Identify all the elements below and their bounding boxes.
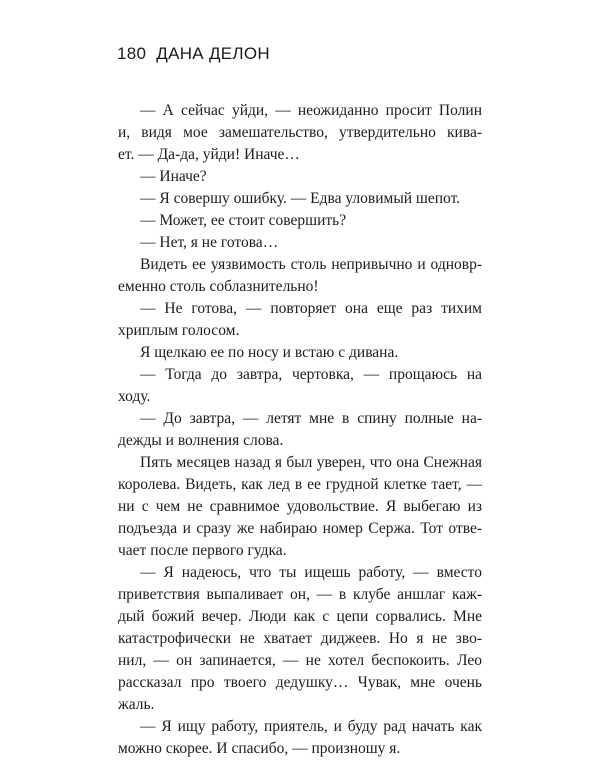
text-line: — Может, ее стоит совершить? xyxy=(140,212,347,229)
text-line: дый божий вечер. Люди как с цепи сорвались. Мне xyxy=(118,608,482,625)
text-line: Видеть ее уязвимость столь непривычно и одновр- xyxy=(140,256,482,273)
running-head xyxy=(117,44,270,64)
text-line: — Не готова, — повторяет она еще раз тихим xyxy=(140,300,482,317)
text-line: нил, — он запинается, — не хотел беспокоить. Лео xyxy=(118,652,482,669)
text-line: — А сейчас уйди, — неожиданно просит Полин xyxy=(140,102,482,119)
text-line: чает после первого гудка. xyxy=(118,542,287,559)
text-line: — Иначе? xyxy=(140,168,207,185)
text-line: Пять месяцев назад я был уверен, что она Снежная xyxy=(140,454,482,471)
text-line: — Я надеюсь, что ты ищешь работу, — вместо xyxy=(140,564,482,581)
text-line: — До завтра, — летят мне в спину полные на- xyxy=(140,410,482,427)
text-line: ходу. xyxy=(118,388,151,405)
text-line: приветствия выпаливает он, — в клубе аншлаг каж- xyxy=(118,586,482,603)
body-text xyxy=(118,100,482,760)
text-line: катастрофически не хватает диджеев. Но я не зво- xyxy=(118,630,482,647)
text-line: — Я совершу ошибку. — Едва уловимый шепот. xyxy=(140,190,461,207)
page-number: 180 xyxy=(117,44,147,63)
text-line: ни с чем не сравнимое удовольствие. Я выбегаю из xyxy=(118,498,482,515)
text-line: — Я ищу работу, приятель, и буду рад начать как xyxy=(140,718,482,735)
author-name: ДАНА ДЕЛОН xyxy=(156,44,270,63)
text-line: хриплым голосом. xyxy=(118,322,240,339)
text-line: еменно столь соблазнительно! xyxy=(118,278,319,295)
text-line: рассказал про твоего дедушку… Чувак, мне очень xyxy=(118,674,482,691)
text-line: ет. — Да-да, уйди! Иначе… xyxy=(118,146,300,163)
text-line: Я щелкаю ее по носу и встаю с дивана. xyxy=(140,344,399,361)
text-line: жаль. xyxy=(118,696,155,713)
text-line: и, видя мое замешательство, утвердительно кива- xyxy=(118,124,482,141)
text-line: подъезда и сразу же набираю номер Сержа. Тот отве- xyxy=(118,520,482,537)
text-line: — Нет, я не готова… xyxy=(140,234,279,251)
text-line: можно скорее. И спасибо, — произношу я. xyxy=(118,740,401,757)
text-line: дежды и волнения слова. xyxy=(118,432,284,449)
text-line: — Тогда до завтра, чертовка, — прощаюсь на xyxy=(140,366,482,383)
text-line: королева. Видеть, как лед в ее грудной клетке тает, — xyxy=(118,476,482,493)
